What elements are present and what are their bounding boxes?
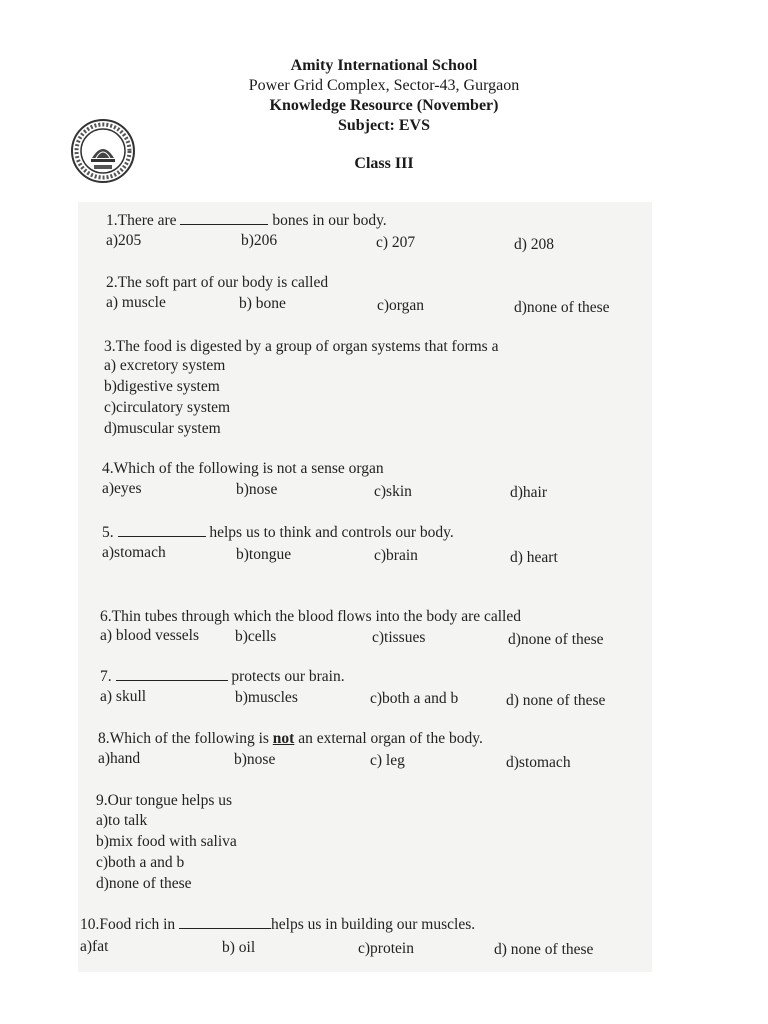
option-a: a) muscle	[106, 294, 166, 311]
option-d: d) none of these	[494, 941, 594, 958]
question-2-text: 2.The soft part of our body is called	[106, 274, 329, 291]
question-7-text: 7. protects our brain.	[100, 668, 345, 685]
option-b: b)tongue	[236, 546, 292, 563]
question-5-text: 5. helps us to think and controls our body.	[102, 524, 454, 541]
option-c: c) 207	[376, 234, 416, 251]
question-3-text: 3.The food is digested by a group of organ systems that forms a	[104, 338, 499, 355]
resource-title: Knowledge Resource (November)	[269, 97, 499, 114]
question-10-text: 10.Food rich in helps us in building our muscles.	[80, 916, 476, 933]
option-d: d)none of these	[96, 875, 192, 892]
question-4-text: 4.Which of the following is not a sense organ	[102, 460, 384, 477]
option-b: b)206	[241, 232, 278, 249]
option-a: a)eyes	[102, 480, 142, 497]
emphasized-word: not	[272, 730, 295, 747]
option-c: c)circulatory system	[104, 399, 231, 416]
subject-title: Subject: EVS	[337, 117, 430, 134]
option-b: b)cells	[235, 628, 277, 645]
option-b: b)nose	[236, 481, 278, 498]
school-address: Power Grid Complex, Sector-43, Gurgaon	[248, 77, 520, 94]
answer-blank	[118, 524, 206, 537]
option-a: a) blood vessels	[100, 627, 200, 644]
option-d: d) heart	[510, 549, 558, 566]
option-a: a)fat	[80, 938, 109, 955]
option-a: a)hand	[98, 750, 141, 767]
option-b: b) oil	[222, 939, 256, 956]
question-9-text: 9.Our tongue helps us	[96, 792, 233, 809]
option-d: d) 208	[514, 236, 555, 253]
question-6-text: 6.Thin tubes through which the blood flows into the body are called	[100, 608, 521, 625]
option-d: d)stomach	[506, 754, 571, 771]
school-name: Amity International School	[290, 57, 478, 74]
option-d: d)none of these	[508, 631, 604, 648]
option-c: c)both a and b	[370, 690, 459, 707]
class-title: Class III	[354, 155, 414, 172]
option-c: c)tissues	[372, 629, 426, 646]
option-a: a)to talk	[96, 812, 148, 829]
option-b: b)mix food with saliva	[96, 833, 237, 850]
option-c: c) leg	[370, 752, 405, 769]
school-logo	[70, 118, 136, 184]
question-1-text: 1.There are bones in our body.	[106, 212, 387, 229]
answer-blank	[179, 916, 271, 929]
option-d: d)none of these	[514, 299, 610, 316]
answer-blank	[116, 668, 228, 681]
scanned-worksheet	[78, 202, 652, 972]
option-b: b)digestive system	[104, 378, 220, 395]
option-d: d) none of these	[506, 692, 606, 709]
option-a: a) skull	[100, 688, 147, 705]
option-b: b)nose	[234, 751, 276, 768]
option-d: d)hair	[510, 484, 548, 501]
option-c: c)protein	[358, 940, 414, 957]
option-b: b) bone	[239, 295, 286, 312]
option-c: c)organ	[377, 297, 425, 314]
option-c: c)skin	[374, 483, 412, 500]
option-b: b)muscles	[235, 689, 298, 706]
option-c: c)both a and b	[96, 854, 185, 871]
question-8-text: 8.Which of the following is not an external organ of the body.	[98, 730, 483, 747]
option-a: a)stomach	[102, 544, 166, 561]
option-d: d)muscular system	[104, 420, 221, 437]
answer-blank	[180, 212, 268, 225]
option-a: a)205	[106, 232, 142, 249]
option-c: c)brain	[374, 547, 418, 564]
option-a: a) excretory system	[104, 357, 226, 374]
